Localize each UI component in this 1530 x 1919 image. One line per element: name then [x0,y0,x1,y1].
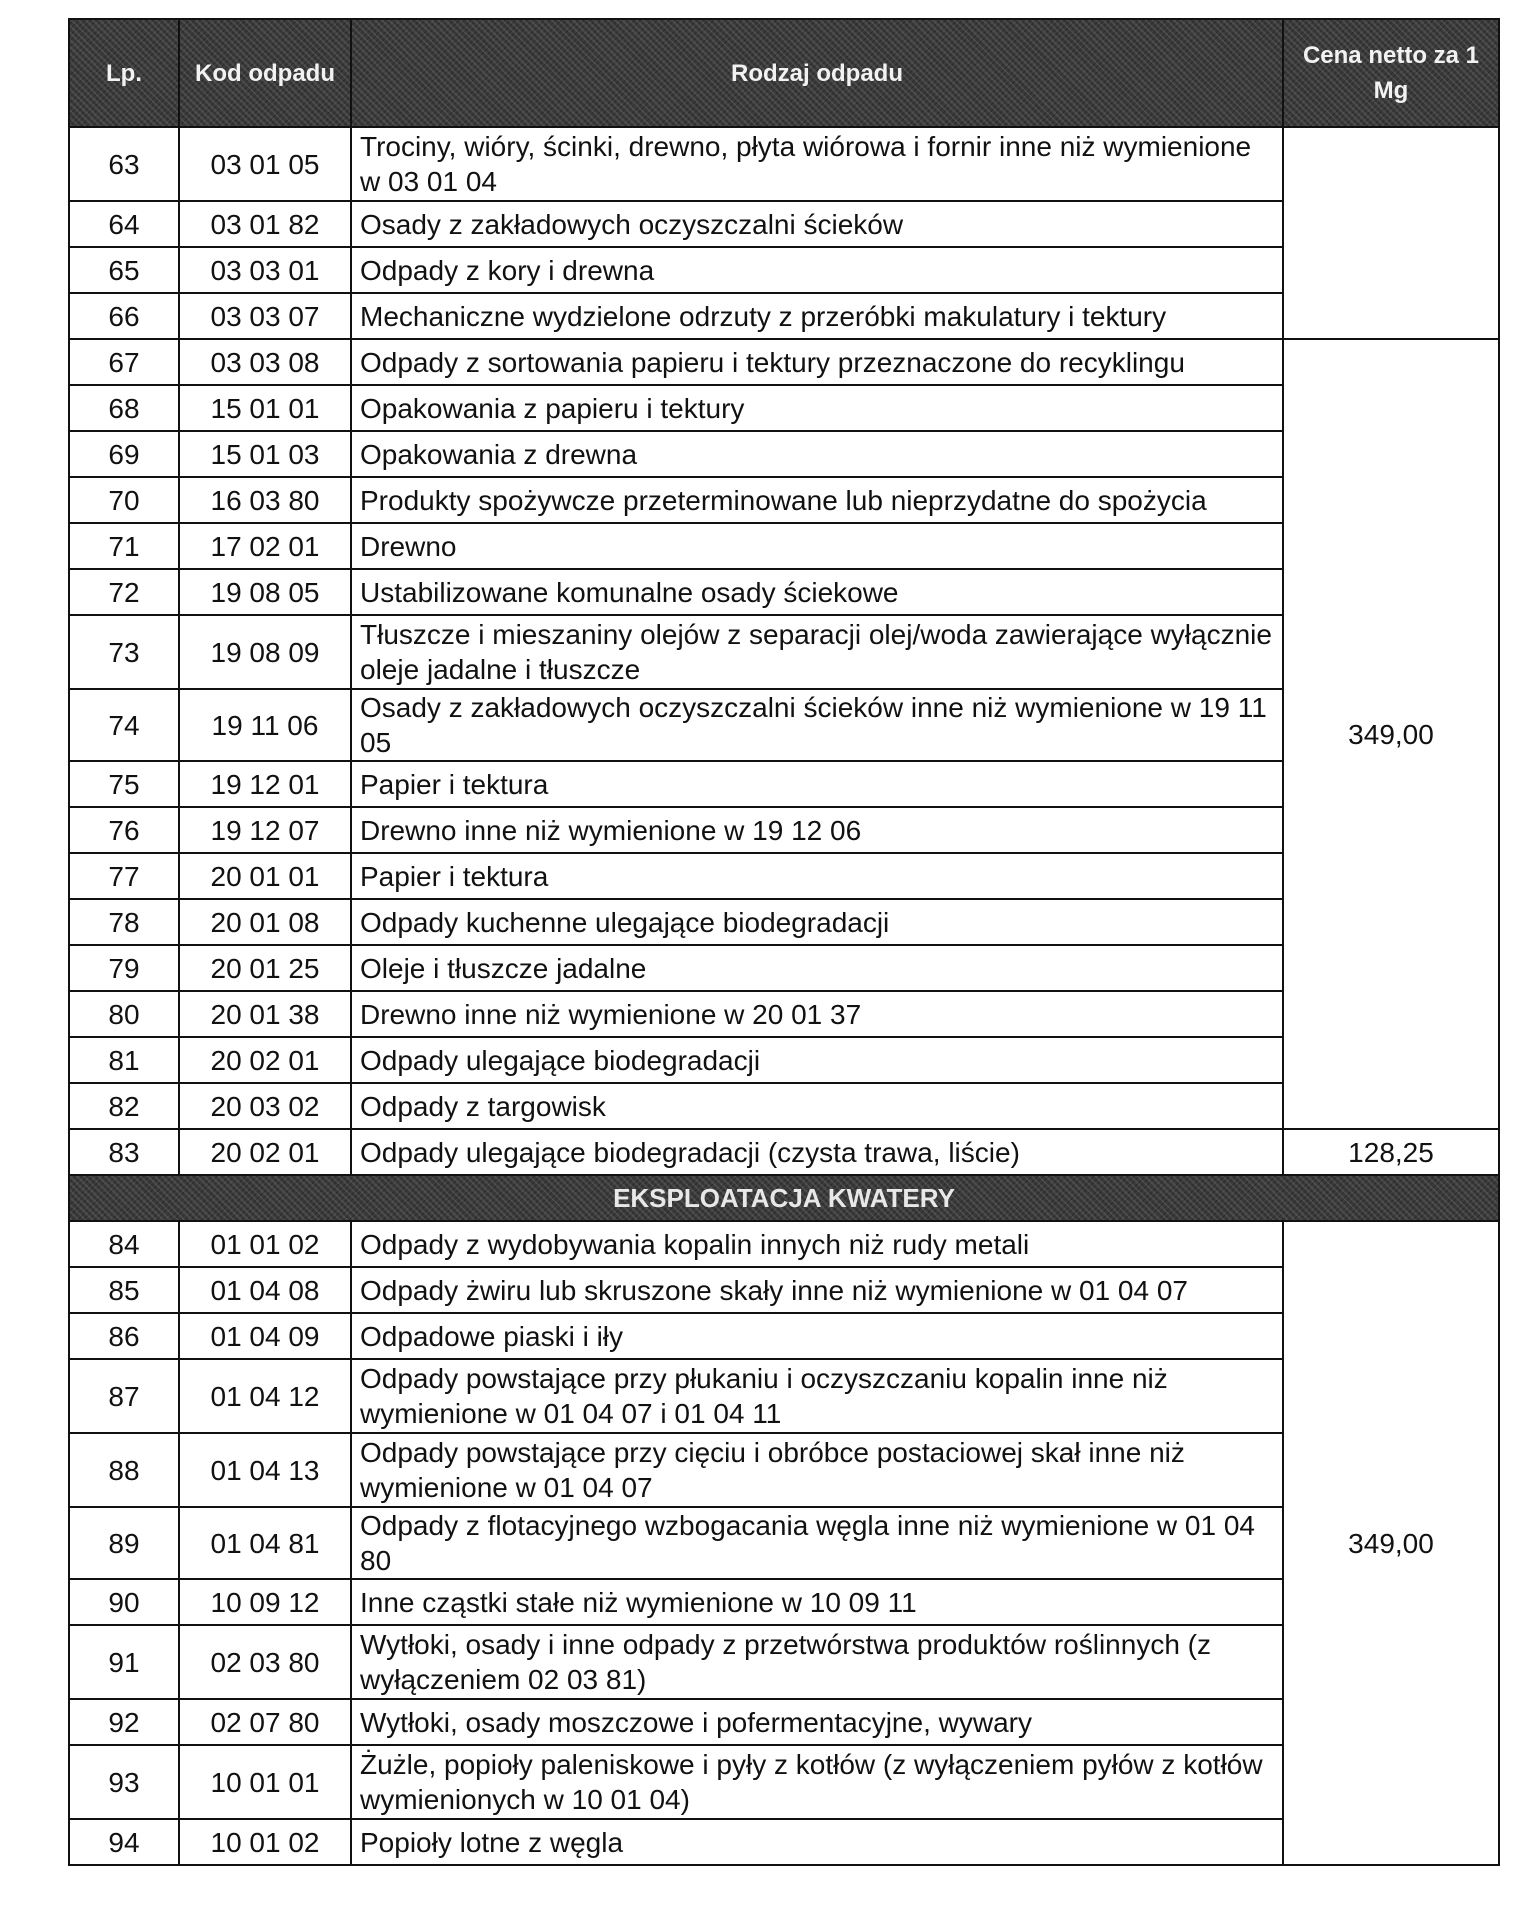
cell-rodzaj: Papier i tektura [351,761,1283,807]
header-lp: Lp. [69,19,179,127]
cell-lp: 70 [69,477,179,523]
cell-kod: 10 01 01 [179,1745,351,1819]
cell-kod: 19 11 06 [179,689,351,761]
cell-rodzaj: Papier i tektura [351,853,1283,899]
cell-cena-group-3: 128,25 [1283,1129,1499,1175]
cell-rodzaj: Wytłoki, osady i inne odpady z przetwórstwa produktów roślinnych (z wyłączeniem 02 03 81) [351,1625,1283,1699]
cell-rodzaj: Odpady żwiru lub skruszone skały inne niż wymienione w 01 04 07 [351,1267,1283,1313]
cell-kod: 01 04 81 [179,1507,351,1579]
cell-lp: 68 [69,385,179,431]
cell-kod: 20 01 38 [179,991,351,1037]
cell-rodzaj: Odpady powstające przy płukaniu i oczyszczaniu kopalin inne niż wymienione w 01 04 07 i 01 04 11 [351,1359,1283,1433]
section-row [69,1175,1499,1221]
cell-kod: 10 01 02 [179,1819,351,1865]
cell-rodzaj: Odpady z targowisk [351,1083,1283,1129]
cell-kod: 20 01 08 [179,899,351,945]
cell-kod: 03 03 01 [179,247,351,293]
cell-kod: 02 03 80 [179,1625,351,1699]
cell-cena-group-1 [1283,127,1499,339]
cell-rodzaj: Osady z zakładowych oczyszczalni ścieków inne niż wymienione w 19 11 05 [351,689,1283,761]
cell-lp: 67 [69,339,179,385]
header-rodzaj-odpadu: Rodzaj odpadu [351,19,1283,127]
cell-rodzaj: Wytłoki, osady moszczowe i pofermentacyjne, wywary [351,1699,1283,1745]
cell-lp: 92 [69,1699,179,1745]
cell-lp: 65 [69,247,179,293]
cell-rodzaj: Mechaniczne wydzielone odrzuty z przeróbki makulatury i tektury [351,293,1283,339]
cell-lp: 78 [69,899,179,945]
cell-kod: 16 03 80 [179,477,351,523]
cell-kod: 15 01 03 [179,431,351,477]
cell-rodzaj: Drewno inne niż wymienione w 20 01 37 [351,991,1283,1037]
cell-rodzaj: Tłuszcze i mieszaniny olejów z separacji olej/woda zawierające wyłącznie oleje jadalne i tłuszcze [351,615,1283,689]
cell-rodzaj: Opakowania z drewna [351,431,1283,477]
cell-lp: 89 [69,1507,179,1579]
table-row [69,339,1499,385]
cell-kod: 19 12 07 [179,807,351,853]
cell-rodzaj: Drewno inne niż wymienione w 19 12 06 [351,807,1283,853]
cell-rodzaj: Odpadowe piaski i iły [351,1313,1283,1359]
cell-lp: 75 [69,761,179,807]
cell-lp: 71 [69,523,179,569]
cell-lp: 84 [69,1221,179,1267]
cell-lp: 81 [69,1037,179,1083]
cell-lp: 79 [69,945,179,991]
cell-lp: 73 [69,615,179,689]
cell-lp: 94 [69,1819,179,1865]
cell-lp: 90 [69,1579,179,1625]
cell-kod: 19 12 01 [179,761,351,807]
cell-kod: 19 08 05 [179,569,351,615]
cell-kod: 01 01 02 [179,1221,351,1267]
cell-kod: 03 01 05 [179,127,351,201]
cell-lp: 88 [69,1433,179,1507]
cell-kod: 03 01 82 [179,201,351,247]
cell-kod: 15 01 01 [179,385,351,431]
cell-rodzaj: Odpady z flotacyjnego wzbogacania węgla inne niż wymienione w 01 04 80 [351,1507,1283,1579]
cell-rodzaj: Odpady ulegające biodegradacji [351,1037,1283,1083]
cell-rodzaj: Popioły lotne z węgla [351,1819,1283,1865]
cell-lp: 77 [69,853,179,899]
cell-kod: 20 02 01 [179,1129,351,1175]
cell-lp: 87 [69,1359,179,1433]
cell-rodzaj: Ustabilizowane komunalne osady ściekowe [351,569,1283,615]
document-page [68,18,1498,1866]
cell-kod: 20 02 01 [179,1037,351,1083]
cell-lp: 76 [69,807,179,853]
header-kod-odpadu: Kod odpadu [179,19,351,127]
table-row [69,127,1499,201]
header-row [69,19,1499,127]
section-title: EKSPLOATACJA KWATERY [69,1175,1499,1221]
cell-cena-group-2: 349,00 [1283,339,1499,1129]
cell-rodzaj: Odpady z wydobywania kopalin innych niż rudy metali [351,1221,1283,1267]
cell-lp: 80 [69,991,179,1037]
cell-kod: 01 04 08 [179,1267,351,1313]
cell-kod: 02 07 80 [179,1699,351,1745]
cell-kod: 03 03 08 [179,339,351,385]
cell-lp: 66 [69,293,179,339]
cell-lp: 91 [69,1625,179,1699]
cell-lp: 69 [69,431,179,477]
cell-lp: 85 [69,1267,179,1313]
cell-kod: 01 04 13 [179,1433,351,1507]
cell-lp: 83 [69,1129,179,1175]
cell-lp: 74 [69,689,179,761]
cell-rodzaj: Odpady z sortowania papieru i tektury przeznaczone do recyklingu [351,339,1283,385]
cell-rodzaj: Opakowania z papieru i tektury [351,385,1283,431]
cell-lp: 72 [69,569,179,615]
cell-kod: 01 04 09 [179,1313,351,1359]
cell-kod: 19 08 09 [179,615,351,689]
cell-lp: 64 [69,201,179,247]
cell-lp: 93 [69,1745,179,1819]
cell-lp: 86 [69,1313,179,1359]
cell-rodzaj: Trociny, wióry, ścinki, drewno, płyta wiórowa i fornir inne niż wymienione w 03 01 04 [351,127,1283,201]
cell-lp: 82 [69,1083,179,1129]
cell-rodzaj: Oleje i tłuszcze jadalne [351,945,1283,991]
cell-rodzaj: Odpady ulegające biodegradacji (czysta trawa, liście) [351,1129,1283,1175]
cell-rodzaj: Osady z zakładowych oczyszczalni ścieków [351,201,1283,247]
cell-kod: 17 02 01 [179,523,351,569]
cell-rodzaj: Inne cząstki stałe niż wymienione w 10 09 11 [351,1579,1283,1625]
table-row [69,1221,1499,1267]
cell-kod: 10 09 12 [179,1579,351,1625]
cell-kod: 20 01 25 [179,945,351,991]
cell-rodzaj: Odpady kuchenne ulegające biodegradacji [351,899,1283,945]
waste-price-table [68,18,1500,1866]
cell-cena-group-4: 349,00 [1283,1221,1499,1865]
cell-rodzaj: Odpady z kory i drewna [351,247,1283,293]
cell-kod: 03 03 07 [179,293,351,339]
table-row [69,1129,1499,1175]
cell-rodzaj: Żużle, popioły paleniskowe i pyły z kotłów (z wyłączeniem pyłów z kotłów wymienionych w 10 01 04) [351,1745,1283,1819]
cell-lp: 63 [69,127,179,201]
header-cena-netto: Cena netto za 1 Mg [1283,19,1499,127]
cell-rodzaj: Drewno [351,523,1283,569]
cell-rodzaj: Odpady powstające przy cięciu i obróbce postaciowej skał inne niż wymienione w 01 04 07 [351,1433,1283,1507]
cell-kod: 20 01 01 [179,853,351,899]
cell-rodzaj: Produkty spożywcze przeterminowane lub nieprzydatne do spożycia [351,477,1283,523]
cell-kod: 20 03 02 [179,1083,351,1129]
cell-kod: 01 04 12 [179,1359,351,1433]
